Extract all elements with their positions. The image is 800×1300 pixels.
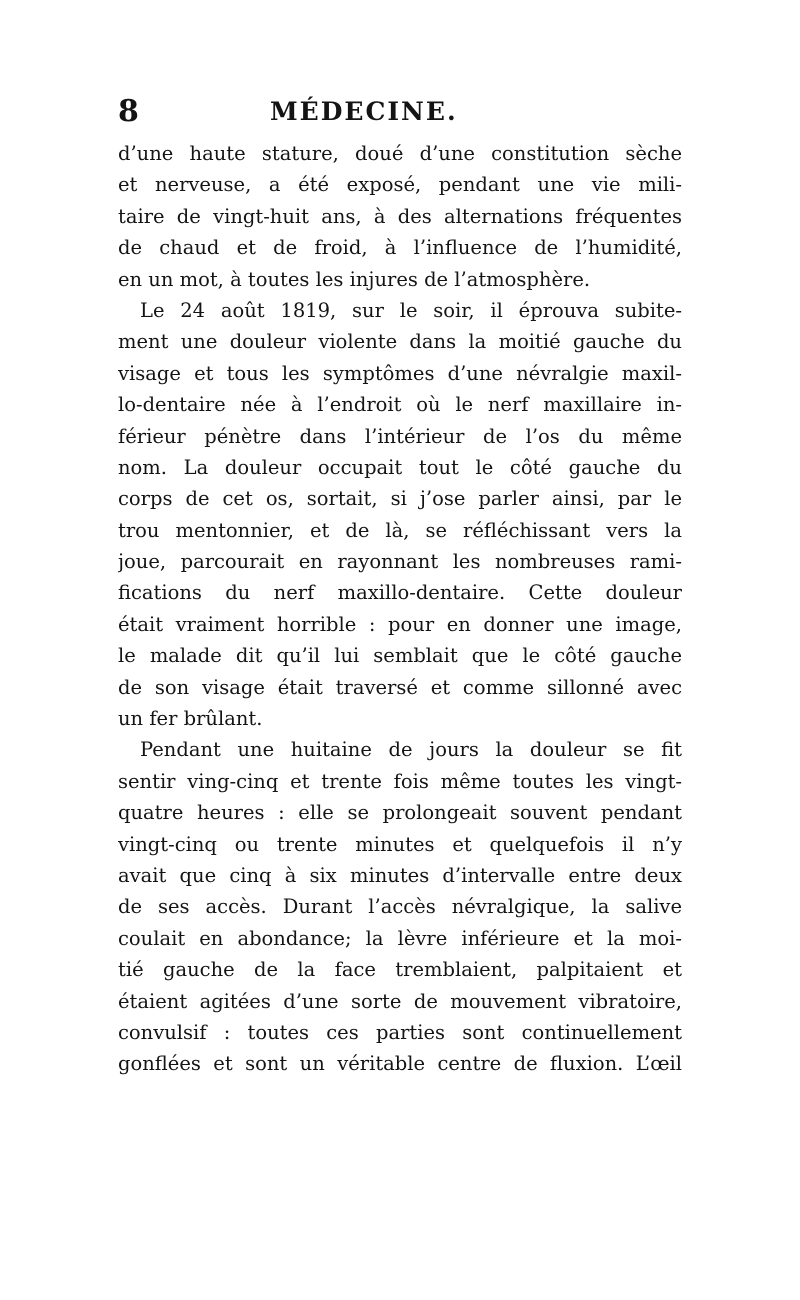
text-line-27: tié gauche de la face tremblaient, palpitaient et [118, 958, 682, 982]
text-line-18: de son visage était traversé et comme sillonné avec [118, 675, 682, 699]
text-line-25: de ses accès. Durant l’accès névralgique, la salive [118, 895, 682, 919]
text-line-6: Le 24 août 1819, sur le soir, il éprouva subite- [140, 298, 682, 322]
text-line-12: corps de cet os, sortait, si j’ose parler ainsi, par le [118, 487, 682, 511]
text-line-30: gonflées et sont un véritable centre de fluxion. L’œil [118, 1052, 682, 1076]
text-line-29: convulsif : toutes ces parties sont continuellement [118, 1020, 682, 1044]
text-line-16: était vraiment horrible : pour en donner une image, [118, 612, 682, 636]
text-line-8: visage et tous les symptômes d’une névralgie maxil- [118, 361, 682, 385]
text-line-13: trou mentonnier, et de là, se réfléchissant vers la [118, 518, 682, 542]
text-line-22: quatre heures : elle se prolongeait souvent pendant [118, 801, 682, 825]
page-number: 8 [118, 94, 139, 129]
text-line-20: Pendant une huitaine de jours la douleur se fit [140, 738, 682, 762]
text-line-28: étaient agitées d’une sorte de mouvement vibratoire, [118, 989, 682, 1013]
text-line-1: d’une haute stature, doué d’une constitution sèche [118, 142, 682, 165]
text-line-26: coulait en abondance; la lèvre inférieure et la moi- [118, 926, 682, 950]
running-head [118, 92, 682, 132]
text-line-4: de chaud et de froid, à l’influence de l’humidité, [118, 236, 682, 260]
text-line-15: fications du nerf maxillo-dentaire. Cette douleur [118, 581, 682, 605]
text-line-11: nom. La douleur occupait tout le côté gauche du [118, 455, 682, 479]
text-line-21: sentir ving-cinq et trente fois même toutes les vingt- [118, 769, 682, 793]
text-line-17: le malade dit qu’il lui semblait que le côté gauche [118, 644, 682, 668]
section-title: MÉDECINE. [270, 97, 458, 126]
text-line-9: lo-dentaire née à l’endroit où le nerf maxillaire in- [118, 393, 682, 417]
text-line-10: férieur pénètre dans l’intérieur de l’os du même [118, 424, 682, 448]
text-line-24: avait que cinq à six minutes d’intervalle entre deux [118, 863, 682, 887]
text-line-23: vingt-cinq ou trente minutes et quelquefois il n’y [118, 832, 682, 856]
text-line-19: un fer brûlant. [118, 707, 263, 731]
text-line-14: joue, parcourait en rayonnant les nombreuses rami- [118, 550, 682, 574]
text-line-5: en un mot, à toutes les injures de l’atmosphère. [118, 267, 591, 291]
text-line-3: taire de vingt-huit ans, à des alternations fréquentes [118, 204, 682, 228]
text-line-2: et nerveuse, a été exposé, pendant une vie mili- [118, 173, 682, 197]
text-line-7: ment une douleur violente dans la moitié gauche du [118, 330, 682, 354]
body-text [118, 138, 682, 1080]
